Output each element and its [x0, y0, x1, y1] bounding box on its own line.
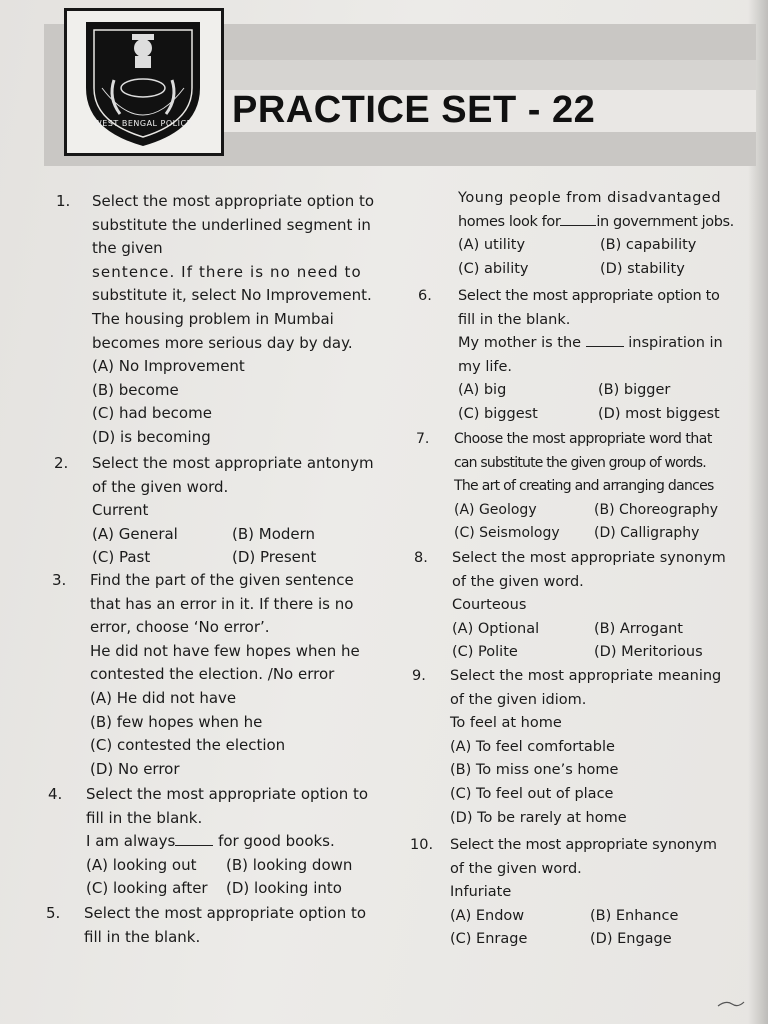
option: (A) Endow [450, 907, 525, 924]
option: (C) To feel out of place [450, 785, 614, 802]
question-number: 10. [410, 837, 434, 853]
question-text: of the given word. [92, 477, 229, 496]
logo-wordmark: WEST BENGAL POLICE [93, 119, 193, 128]
option: (B) capability [600, 237, 697, 254]
option: (C) Seismology [454, 525, 560, 542]
question-number: 9. [412, 668, 426, 684]
question-text: sentence. If there is no need to [92, 262, 362, 281]
question-text: Courteous [452, 597, 527, 614]
option-row [92, 523, 374, 547]
question-sentence: I am always for good books. [86, 832, 335, 851]
option-row [454, 522, 714, 546]
question-text: fill in the blank. [86, 808, 203, 827]
option-row [452, 641, 726, 665]
option: (A) utility [458, 237, 526, 254]
question-number: 3. [52, 571, 67, 589]
question-number: 2. [54, 454, 69, 472]
question-number: 4. [48, 785, 63, 803]
question-text: Select the most appropriate synonym [450, 837, 717, 853]
question-text: contested the election. /No error [90, 665, 335, 684]
question-text: fill in the blank. [458, 311, 571, 328]
question-text: Select the most appropriate option to [84, 904, 367, 922]
option: (C) Past [92, 548, 151, 567]
option: (B) bigger [598, 382, 671, 399]
option: (D) Meritorious [594, 644, 703, 661]
question-text: The art of creating and arranging dances [454, 478, 714, 495]
question-number: 1. [56, 192, 71, 210]
option-row [458, 403, 723, 427]
option: (D) stability [600, 260, 685, 277]
option: (B) To miss one’s home [450, 762, 619, 779]
question-number: 7. [416, 431, 430, 447]
question-text: can substitute the given group of words. [454, 454, 706, 471]
option: (A) Geology [454, 501, 537, 518]
question-number: 8. [414, 550, 428, 566]
question-text: error, choose ‘No error’. [90, 618, 270, 637]
question-sentence: My mother is the inspiration in [458, 332, 723, 356]
question-text: Find the part of the given sentence [90, 571, 354, 589]
blank-line [586, 332, 624, 347]
option: (C) biggest [458, 405, 538, 422]
question-text: the given [92, 239, 163, 258]
question-text: Select the most appropriate antonym [92, 454, 374, 472]
option-row [458, 379, 723, 403]
question-text: fill in the blank. [84, 927, 201, 946]
option: (D) looking into [226, 879, 342, 898]
option: (B) become [92, 380, 179, 399]
question-number: 6. [418, 288, 432, 304]
question-text: Select the most appropriate meaning [450, 668, 722, 684]
question-text: Select the most appropriate option to [86, 785, 369, 803]
question-sentence: homes look for in government jobs. [458, 211, 734, 235]
option-row [458, 234, 734, 258]
question-text: substitute it, select No Improvement. [92, 286, 372, 305]
question-text: The housing problem in Mumbai [92, 309, 334, 328]
question-text: Choose the most appropriate word that [454, 431, 712, 447]
question-number: 5. [46, 904, 61, 922]
option-row [92, 546, 374, 570]
option: (A) He did not have [90, 688, 237, 707]
question-text: He did not have few hopes when he [90, 641, 360, 660]
option: (C) Polite [452, 644, 518, 661]
question-text: Infuriate [450, 884, 512, 901]
option: (A) No Improvement [92, 357, 245, 376]
question-text: To feel at home [450, 715, 562, 732]
option: (C) contested the election [90, 736, 286, 755]
option: (B) Choreography [594, 501, 719, 518]
question-text: of the given word. [450, 860, 582, 877]
blank-line [560, 211, 596, 226]
option-row [450, 905, 717, 929]
question-text: of the given word. [452, 573, 584, 590]
west-bengal-police-emblem-icon [80, 18, 206, 150]
option: (A) big [458, 382, 507, 399]
option-row [454, 499, 719, 523]
option: (C) Enrage [450, 931, 528, 948]
option: (C) ability [458, 260, 529, 277]
option-row [86, 877, 368, 901]
option: (D) Present [232, 548, 317, 567]
blank-line [175, 831, 213, 846]
option: (C) had become [92, 404, 212, 423]
option-row [458, 258, 734, 282]
option-row [452, 618, 726, 642]
page-title: PRACTICE SET - 22 [232, 89, 596, 131]
question-sentence: my life. [458, 358, 513, 375]
option: (B) Modern [232, 524, 316, 543]
question-text: of the given idiom. [450, 691, 587, 708]
option: (D) Engage [590, 931, 672, 948]
question-text: Select the most appropriate option to [92, 192, 375, 210]
option: (A) Optional [452, 620, 540, 637]
option: (C) looking after [86, 879, 208, 898]
pen-mark-icon [716, 996, 746, 1010]
option: (A) To feel comfortable [450, 738, 615, 755]
option: (A) General [92, 524, 178, 543]
option: (A) looking out [86, 855, 197, 874]
option-row [86, 854, 368, 878]
option: (B) Arrogant [594, 620, 683, 637]
option-row [450, 928, 717, 952]
option: (B) Enhance [590, 907, 679, 924]
option: (B) few hopes when he [90, 712, 263, 731]
question-5-continued [458, 187, 734, 281]
option: (D) To be rarely at home [450, 809, 627, 826]
option: (B) looking down [226, 855, 353, 874]
question-text: becomes more serious day by day. [92, 333, 353, 352]
question-text: that has an error in it. If there is no [90, 594, 354, 613]
question-text: Select the most appropriate option to [458, 288, 720, 304]
question-sentence: Young people from disadvantaged [458, 190, 722, 206]
option: (D) Calligraphy [594, 525, 700, 542]
question-text: Select the most appropriate synonym [452, 550, 726, 566]
question-text: substitute the underlined segment in [92, 215, 371, 234]
option: (D) is becoming [92, 427, 211, 446]
option: (D) No error [90, 759, 180, 778]
option: (D) most biggest [598, 405, 720, 422]
question-text: Current [92, 501, 149, 520]
